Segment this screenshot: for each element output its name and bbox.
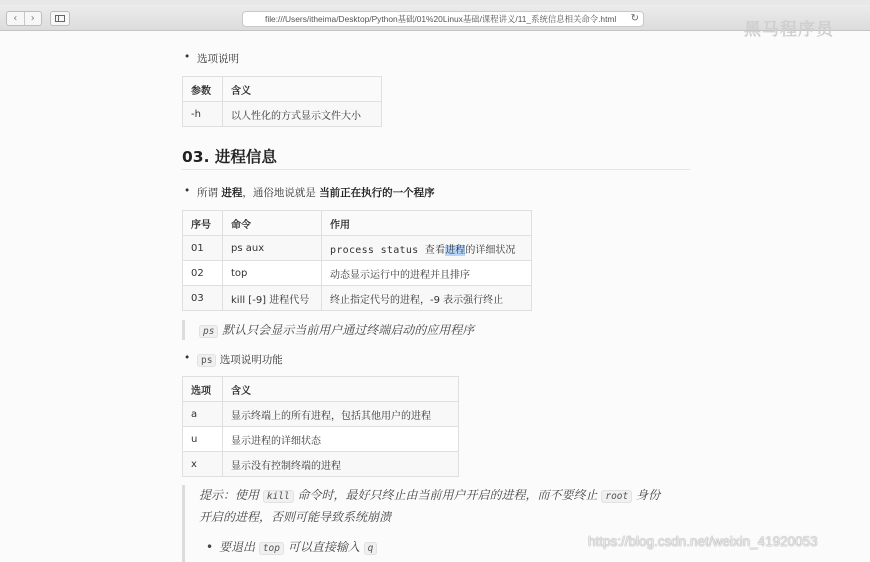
table-row — [183, 286, 532, 311]
desc-text: process status 查看 — [330, 244, 446, 256]
table-cell: top — [223, 261, 322, 286]
sidebar-icon — [55, 15, 65, 22]
inline-code: top — [259, 542, 284, 555]
nav-buttons — [6, 11, 42, 26]
reload-icon[interactable]: ↻ — [630, 13, 639, 24]
selected-text[interactable]: 进程 — [445, 244, 466, 256]
table-header: 命令 — [223, 211, 322, 236]
table-header: 作用 — [322, 211, 532, 236]
tip-blockquote — [182, 485, 702, 562]
tip-text: 命令时，最好只终止由当前用户开启的进程，而不要终止 — [293, 488, 602, 502]
table-row — [183, 261, 532, 286]
table-cell: 显示没有控制终端的进程 — [223, 452, 459, 477]
chevron-left-icon: ‹ — [13, 13, 18, 24]
inline-code: ps — [197, 354, 216, 367]
table-header: 序号 — [183, 211, 223, 236]
table-cell: 02 — [183, 261, 223, 286]
address-bar[interactable] — [242, 11, 644, 27]
text: 所谓 — [197, 187, 222, 199]
list-item — [186, 51, 239, 66]
tip-text: 开启的进程，否则可能导致系统崩溃 — [199, 510, 392, 524]
process-commands-table — [182, 210, 532, 311]
table-cell: 终止指定代号的进程，-9 表示强行终止 — [322, 286, 532, 311]
section-heading: 03. 进程信息 — [182, 148, 277, 166]
table-header: 含义 — [223, 377, 459, 402]
option-bullet-text: 选项说明 — [197, 53, 239, 65]
table-cell: x — [183, 452, 223, 477]
list-item — [186, 352, 283, 367]
document-content — [0, 31, 870, 562]
url-text[interactable]: file:///Users/itheima/Desktop/Python基础/01%20Linux基础/课程讲义/11_系统信息相关命令.html — [265, 14, 617, 24]
table-cell: u — [183, 427, 223, 452]
quote-text: 默认只会显示当前用户通过终端启动的应用程序 — [218, 323, 475, 337]
table-cell — [322, 236, 532, 261]
table-cell: 01 — [183, 236, 223, 261]
back-button[interactable] — [7, 12, 24, 25]
tip-text: 提示：使用 — [199, 488, 263, 502]
ps-options-table — [182, 376, 459, 477]
table-row — [183, 452, 459, 477]
table-cell: 显示进程的详细状态 — [223, 427, 459, 452]
table-header: 含义 — [223, 77, 382, 102]
inline-code: root — [601, 490, 632, 503]
browser-toolbar — [0, 5, 870, 40]
tip-text: 身份 — [632, 488, 661, 502]
text: 选项说明功能 — [216, 354, 283, 366]
inline-code: q — [364, 542, 378, 555]
sidebar-toggle-button[interactable] — [50, 11, 70, 26]
heading-divider — [182, 169, 690, 170]
table-cell: a — [183, 402, 223, 427]
table-row — [183, 427, 459, 452]
tip-text: 可以直接输入 — [284, 540, 364, 554]
table-cell: -h — [183, 102, 223, 127]
desc-text: 的详细状况 — [465, 244, 516, 256]
table-row — [183, 402, 459, 427]
forward-button[interactable] — [24, 12, 42, 25]
table-cell: ps aux — [223, 236, 322, 261]
options-table — [182, 76, 382, 127]
tip-text: 要退出 — [219, 540, 259, 554]
blockquote — [182, 320, 582, 340]
table-cell: kill [-9] 进程代号 — [223, 286, 322, 311]
bold-text: 当前正在执行的一个程序 — [319, 187, 435, 199]
table-header: 选项 — [183, 377, 223, 402]
chevron-right-icon: › — [30, 13, 35, 24]
watermark-logo: 黑马程序员 — [744, 20, 834, 40]
inline-code: ps — [199, 325, 218, 338]
table-cell: 以人性化的方式显示文件大小 — [223, 102, 382, 127]
csdn-watermark: https://blog.csdn.net/weixin_41920053 — [588, 534, 818, 549]
text: ，通俗地说就是 — [242, 187, 320, 199]
table-cell: 显示终端上的所有进程，包括其他用户的进程 — [223, 402, 459, 427]
table-cell: 动态显示运行中的进程并且排序 — [322, 261, 532, 286]
table-header: 参数 — [183, 77, 223, 102]
list-item — [186, 185, 435, 200]
table-cell: 03 — [183, 286, 223, 311]
inline-code: kill — [263, 490, 294, 503]
table-row — [183, 236, 532, 261]
table-row — [183, 102, 382, 127]
bold-text: 进程 — [221, 187, 243, 199]
